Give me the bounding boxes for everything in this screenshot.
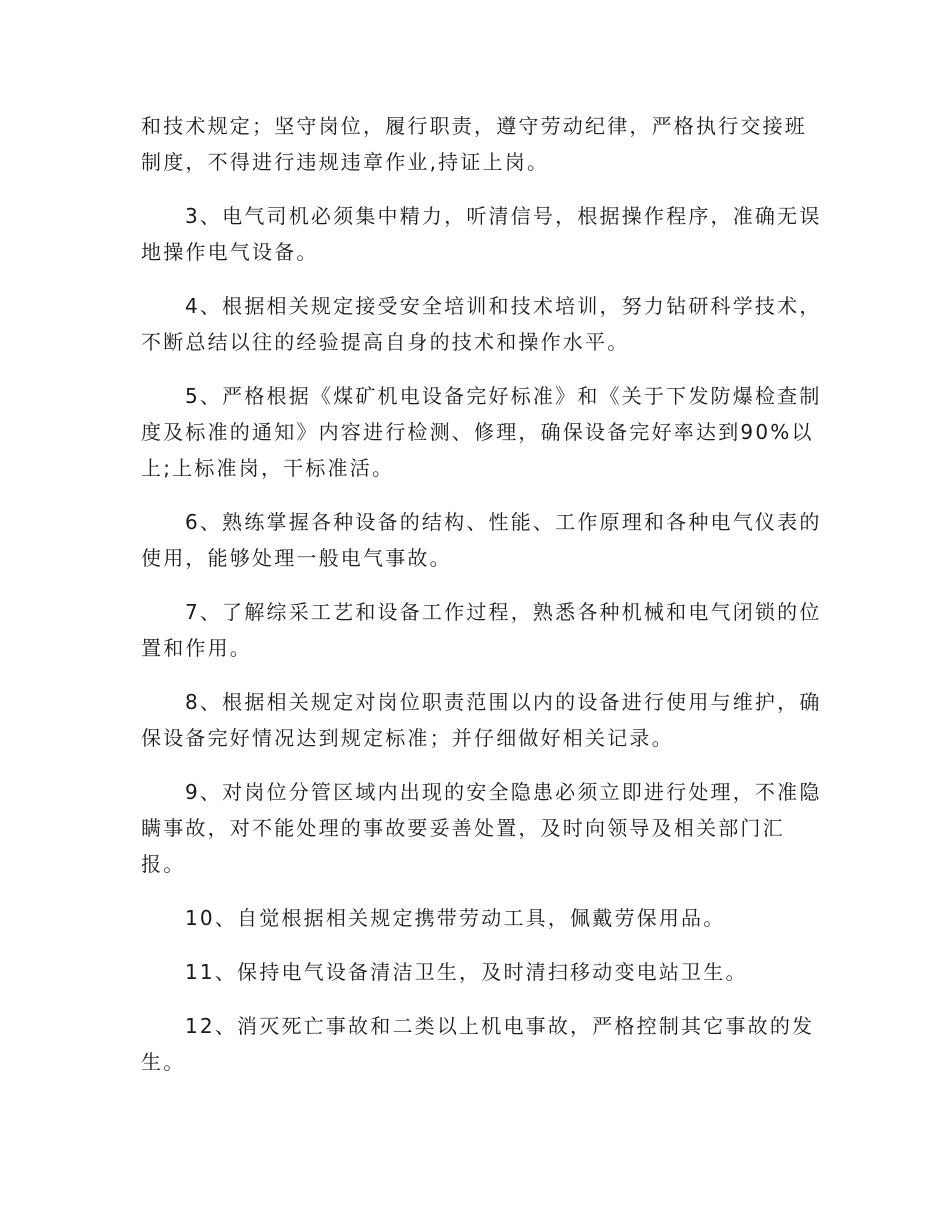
text-line: 度及标准的通知》内容进行检测、修理，确保设备完好率达到90%以: [141, 420, 814, 444]
text-line: 不断总结以往的经验提高自身的技术和操作水平。: [141, 330, 630, 354]
text-line: 3、电气司机必须集中精力，听清信号，根据操作程序，准确无误: [185, 204, 822, 228]
paragraph-item-7: [141, 594, 822, 666]
paragraph-item-3: [141, 198, 822, 270]
text-line: 5、严格根据《煤矿机电设备完好标准》和《关于下发防爆检查制: [185, 384, 822, 408]
paragraph-item-12: [141, 1008, 815, 1080]
text-line: 置和作用。: [141, 636, 252, 660]
text-line: 9、对岗位分管区域内出现的安全隐患必须立即进行处理，不准隐: [185, 780, 822, 804]
text-line: 和技术规定；坚守岗位，履行职责，遵守劳动纪律，严格执行交接班: [141, 114, 807, 138]
text-line: 10、自觉根据相关规定携带劳动工具，佩戴劳保用品。: [185, 906, 726, 930]
paragraph-item-4: [141, 288, 822, 360]
text-line: 使用，能够处理一般电气事故。: [141, 546, 452, 570]
paragraph-item-9: [141, 774, 822, 882]
text-line: 瞒事故，对不能处理的事故要妥善处置，及时向领导及相关部门汇: [141, 816, 785, 840]
text-line: 保设备完好情况达到规定标准；并仔细做好相关记录。: [141, 726, 674, 750]
paragraph-continuation: [141, 108, 811, 180]
text-line: 12、消灭死亡事故和二类以上机电事故，严格控制其它事故的发: [185, 1014, 815, 1038]
text-line: 8、根据相关规定对岗位职责范围以内的设备进行使用与维护，确: [185, 690, 822, 714]
text-line: 4、根据相关规定接受安全培训和技术培训，努力钻研科学技术，: [185, 294, 822, 318]
text-line: 6、熟练掌握各种设备的结构、性能、工作原理和各种电气仪表的: [185, 510, 822, 534]
paragraph-item-6: [141, 504, 822, 576]
paragraph-item-8: [141, 684, 822, 756]
text-line: 7、了解综采工艺和设备工作过程，熟悉各种机械和电气闭锁的位: [185, 600, 822, 624]
text-line: 报。: [141, 852, 186, 876]
text-line: 制度，不得进行违规违章作业,持证上岗。: [141, 150, 550, 174]
text-line: 地操作电气设备。: [141, 240, 319, 264]
paragraph-item-11: [141, 954, 811, 990]
text-line: 上;上标准岗，干标准活。: [141, 456, 395, 480]
text-line: 11、保持电气设备清洁卫生，及时清扫移动变电站卫生。: [185, 960, 748, 984]
paragraph-item-5: [141, 378, 822, 486]
paragraph-item-10: [141, 900, 811, 936]
text-line: 生。: [141, 1050, 186, 1074]
